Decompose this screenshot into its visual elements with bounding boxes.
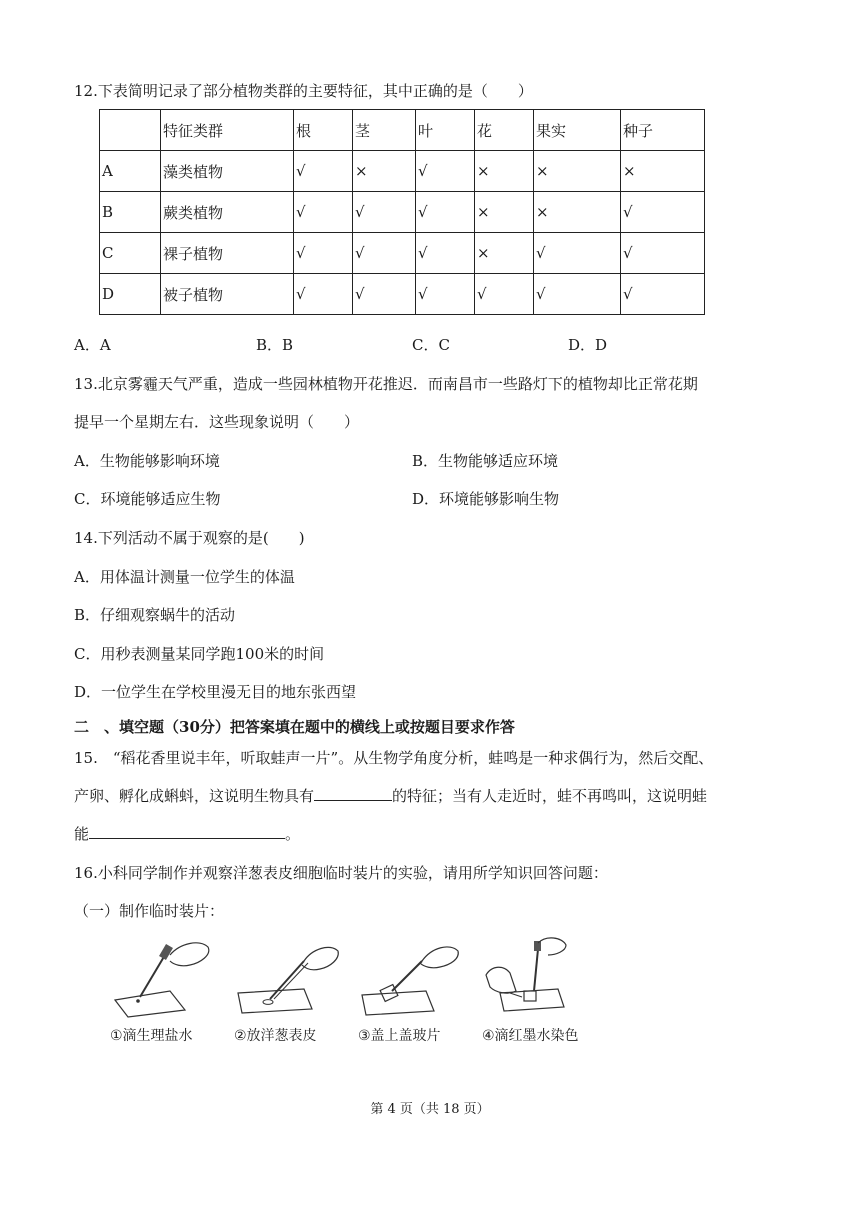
step-label: ④滴红墨水染色 [482, 1028, 579, 1044]
q15-line2-text-b: 的特征；当有人走近时，蛙不再鸣叫，这说明蛙 [392, 787, 708, 805]
slide-steps-illustration [110, 935, 600, 1050]
table-row [100, 274, 705, 315]
q12-option-a[interactable]: A．A [74, 336, 111, 354]
q13-option-d[interactable]: D．环境能够影响生物 [412, 490, 560, 508]
table-cell: C [100, 233, 161, 274]
table-cell: × [475, 151, 534, 192]
step-label: ②放洋葱表皮 [234, 1028, 317, 1044]
table-cell: √ [416, 233, 475, 274]
table-cell: 叶 [416, 110, 475, 151]
table-cell [100, 110, 161, 151]
table-cell: √ [475, 274, 534, 315]
step-4 [482, 935, 602, 1050]
step-label: ①滴生理盐水 [110, 1028, 193, 1044]
table-cell: √ [353, 233, 416, 274]
table-cell: 被子植物 [161, 274, 294, 315]
table-cell: √ [353, 274, 416, 315]
section-title: 二 、填空题（30分）把答案填在题中的横线上或按题目要求作答 [74, 718, 515, 736]
q14-stem: 14.下列活动不属于观察的是( ) [74, 529, 305, 547]
q14-option-b[interactable]: B．仔细观察蜗牛的活动 [74, 606, 236, 624]
table-cell: 特征类群 [161, 110, 294, 151]
table-cell: × [475, 233, 534, 274]
table-header-row [100, 110, 705, 151]
table-cell: √ [416, 192, 475, 233]
q15-line2-text-a: 产卵、孵化成蝌蚪，这说明生物具有 [74, 787, 315, 805]
q15-blank-1[interactable] [314, 786, 392, 801]
table-cell: 果实 [534, 110, 621, 151]
table-cell: √ [621, 274, 705, 315]
q15-blank-2[interactable] [89, 824, 285, 839]
table-cell: √ [294, 192, 353, 233]
table-row [100, 233, 705, 274]
q16-subheading: （一）制作临时装片： [74, 902, 225, 920]
q13-option-c[interactable]: C．环境能够适应生物 [74, 490, 221, 508]
q15-line3-text-a: 能 [74, 825, 90, 843]
page-footer: 第 4 页（共 18 页） [370, 1102, 490, 1117]
table-cell: √ [416, 151, 475, 192]
q15-line2 [74, 785, 707, 806]
table-cell: √ [534, 274, 621, 315]
table-cell: 种子 [621, 110, 705, 151]
step-2 [234, 935, 354, 1050]
stain-absorb-icon [482, 935, 597, 1020]
q14-option-c[interactable]: C．用秒表测量某同学跑100米的时间 [74, 645, 325, 663]
table-cell: 花 [475, 110, 534, 151]
table-cell: 裸子植物 [161, 233, 294, 274]
q14-option-d[interactable]: D．一位学生在学校里漫无目的地东张西望 [74, 683, 357, 701]
q14-option-a[interactable]: A．用体温计测量一位学生的体温 [74, 568, 295, 586]
table-cell: × [353, 151, 416, 192]
plant-features-table [99, 109, 705, 315]
table-cell: 茎 [353, 110, 416, 151]
table-cell: A [100, 151, 161, 192]
table-row [100, 192, 705, 233]
cover-slip-icon [358, 935, 468, 1020]
table-row [100, 151, 705, 192]
table-cell: × [534, 151, 621, 192]
q16-stem: 16.小科同学制作并观察洋葱表皮细胞临时装片的实验，请用所学知识回答问题： [74, 864, 608, 882]
q13-stem-line2: 提早一个星期左右．这些现象说明（ ） [74, 413, 360, 431]
table-cell: √ [294, 151, 353, 192]
table-cell: × [534, 192, 621, 233]
table-cell: D [100, 274, 161, 315]
table-cell: √ [621, 192, 705, 233]
dropper-saline-icon [110, 935, 220, 1020]
table-cell: √ [534, 233, 621, 274]
q13-option-b[interactable]: B．生物能够适应环境 [412, 452, 559, 470]
table-cell: √ [294, 233, 353, 274]
table-cell: 藻类植物 [161, 151, 294, 192]
q15-line3 [74, 823, 300, 844]
table-cell: × [621, 151, 705, 192]
table-cell: × [475, 192, 534, 233]
table-cell: √ [353, 192, 416, 233]
q12-option-c[interactable]: C．C [412, 336, 450, 354]
step-1 [110, 935, 230, 1050]
table-cell: √ [294, 274, 353, 315]
table-cell: 蕨类植物 [161, 192, 294, 233]
q12-option-d[interactable]: D．D [568, 336, 608, 354]
tweezers-peel-icon [234, 935, 344, 1020]
q15-line1: 15. “稻花香里说丰年，听取蛙声一片”。从生物学角度分析，蛙鸣是一种求偶行为，然后交配、 [74, 749, 714, 767]
step-3 [358, 935, 478, 1050]
table-cell: B [100, 192, 161, 233]
q12-option-b[interactable]: B．B [256, 336, 294, 354]
q13-stem-line1: 13.北京雾霾天气严重，造成一些园林植物开花推迟．而南昌市一些路灯下的植物却比正常花期 [74, 375, 698, 393]
table-cell: 根 [294, 110, 353, 151]
step-label: ③盖上盖玻片 [358, 1028, 441, 1044]
q12-stem: 12.下表简明记录了部分植物类群的主要特征，其中正确的是（ ） [74, 82, 533, 100]
table-cell: √ [621, 233, 705, 274]
q13-option-a[interactable]: A．生物能够影响环境 [74, 452, 220, 470]
q15-line3-text-b: 。 [285, 825, 301, 843]
table-cell: √ [416, 274, 475, 315]
